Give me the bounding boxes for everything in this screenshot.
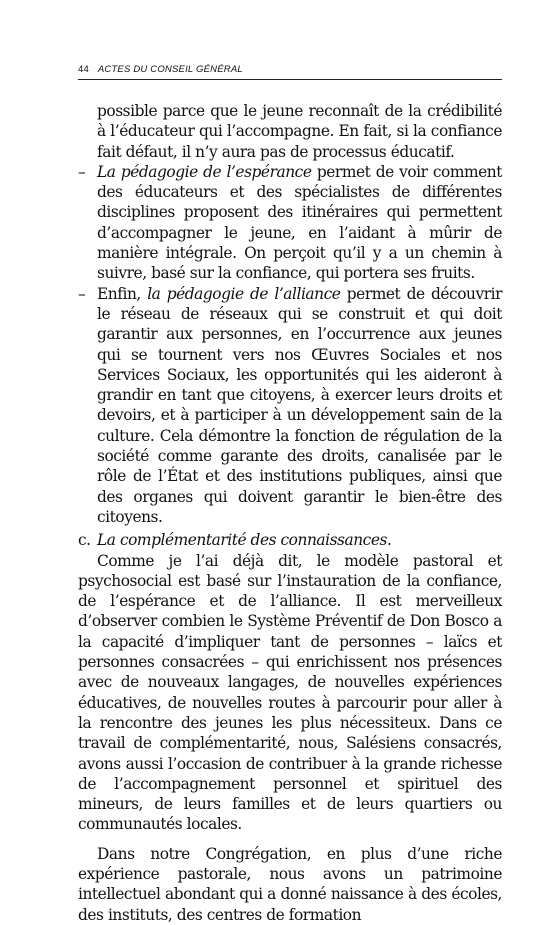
section-heading-c: c. La complémentarité des connaissances.	[78, 531, 392, 550]
list-item-esperance	[78, 162, 502, 284]
paragraph: Comme je l’ai déjà dit, le modèle pastoral et psychosocial est basé sur l’instauration de la confiance, de l’espérance et de l’alliance. Il est merveilleux d’observer combien le Système Préventif de Don Bosco a la capacité d’impliquer tant de personnes – laïcs et personnes consacrées – qui enrichissent nos présences avec de nouveaux langages, de nouvelles expériences éducatives, de nouvelles routes à parcourir pour aller à la rencontre des jeunes les plus nécessiteux. Dans ce travail de complémentarité, nous, Salésiens consacrés, avons aussi l’occasion de contribuer à la grande richesse de l’accompagnement personnel et spirituel des mineurs, de leurs familles et de leurs quartiers ou communautés locales.	[78, 551, 502, 834]
paragraph: Dans notre Congrégation, en plus d’une riche expérience pastorale, nous avons un patrimoine intellectuel abondant qui a donné naissance à des écoles, des instituts, des centres de formation	[78, 844, 502, 924]
continuation-paragraph: possible parce que le jeune reconnaît de la crédibilité à l’éducateur qui l’accompagne. En fait, si la confiance fait défaut, il n’y aura pas de processus éducatif.	[97, 102, 502, 161]
dash-marker: –	[78, 162, 86, 181]
item-text: permet de découvrir le réseau de réseaux qui se construit et qui doit garantir aux personnes, en l’occurrence aux jeunes qui se tournent vers nos Œuvres Sociales et nos Services Sociaux, les opportunités qui les aideront à grandir en tant que citoyens, à exercer leurs droits et devoirs, et à participer à un développement sain de la culture. Cela démontre la fonction de régulation de la société comme garante des droits, canalisée par le rôle de l’État et des institutions publiques, ainsi que des organes qui doivent garantir le bien-être des citoyens.	[97, 284, 503, 526]
item-text: permet de voir comment des éducateurs et des spécialistes de différentes disciplines proposent des itinéraires qui permettent d’accompagner le jeune, en l’aidant à mûrir de manière intégrale. On perçoit qu’il y a un chemin à suivre, basé sur la confiance, qui portera ses fruits.	[97, 162, 502, 283]
item-lead: Enfin,	[97, 284, 148, 303]
dash-marker: –	[78, 284, 86, 303]
list-item-alliance	[78, 284, 502, 528]
emphasis-text: La pédagogie de l’espérance	[97, 162, 312, 181]
section-heading-text: La complémentarité des connaissances	[97, 531, 387, 550]
page-number: 44	[78, 64, 89, 75]
header-rule	[78, 79, 502, 80]
section-marker: c.	[78, 531, 91, 550]
body-text	[78, 101, 502, 925]
running-header	[78, 64, 243, 75]
running-title: ACTES DU CONSEIL GÉNÉRAL	[97, 64, 243, 75]
emphasis-text: la pédagogie de l’alliance	[147, 284, 341, 303]
